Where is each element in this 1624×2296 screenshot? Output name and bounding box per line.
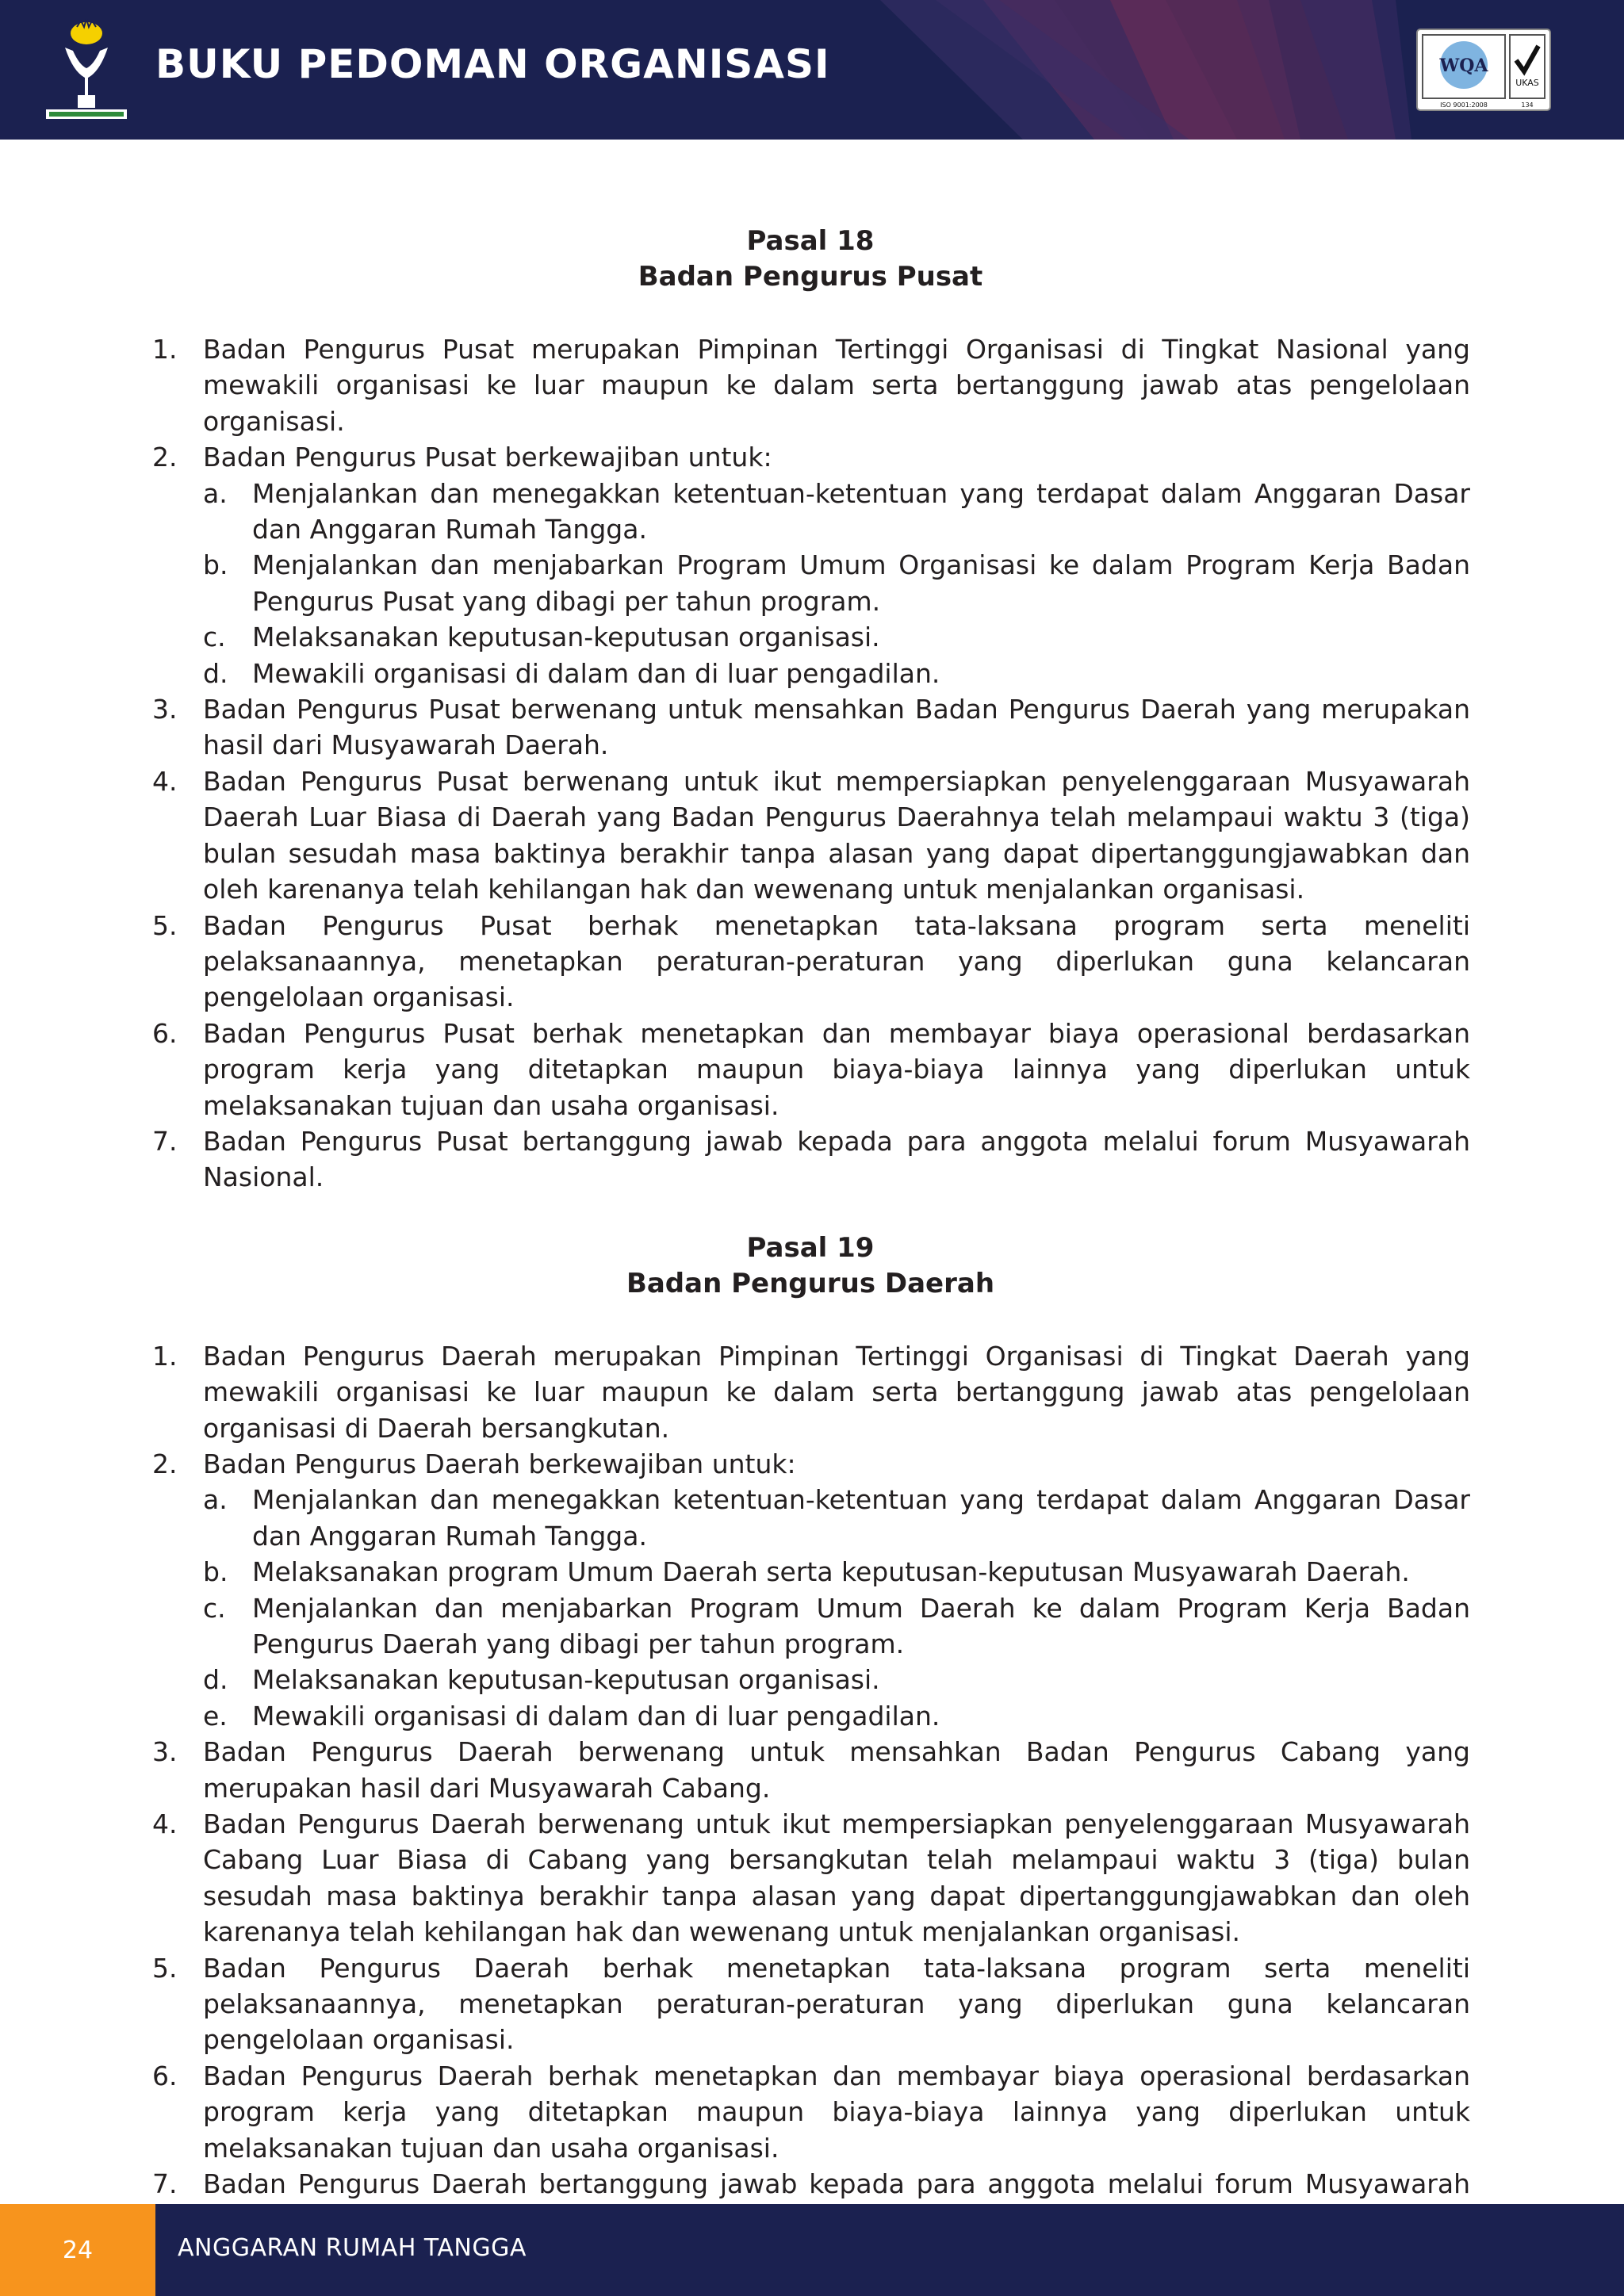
sub-list-item [203, 619, 1470, 655]
cert-code-text: 134 [1521, 101, 1534, 109]
list-item-text: Badan Pengurus Pusat merupakan Pimpinan Tertinggi Organisasi di Tingkat Nasional yang mewakili organisasi ke luar maupun ke dalam serta bertanggung jawab atas pengelolaan organisasi. [203, 334, 1470, 437]
pasal-19-title: Pasal 19 [746, 1231, 875, 1264]
list-item-text: Badan Pengurus Pusat berkewajiban untuk: [203, 442, 772, 473]
sub-list [203, 1482, 1470, 1734]
list-item [151, 1016, 1470, 1123]
list-item [151, 331, 1470, 439]
list-item [151, 1123, 1470, 1196]
list-item-number: 5. [152, 1952, 178, 1984]
pasal-19-subtitle: Badan Pengurus Daerah [626, 1267, 995, 1299]
list-item-number: 7. [152, 2168, 178, 2200]
sub-list-item [203, 1554, 1470, 1590]
page-header [0, 0, 1624, 140]
list-item [151, 1734, 1470, 1806]
sub-list-item-text: Menjalankan dan menjabarkan Program Umum Daerah ke dalam Program Kerja Badan Pengurus Daerah yang dibagi per tahun program. [252, 1592, 1470, 1659]
cert-wqa-text: WQA [1439, 55, 1488, 76]
sub-list-item-letter: b. [203, 1556, 228, 1588]
list-item-text: Badan Pengurus Pusat berwenang untuk mensahkan Badan Pengurus Daerah yang merupakan hasil dari Musyawarah Daerah. [203, 694, 1470, 761]
wqa-ukas-certification-icon [1416, 29, 1551, 111]
list-item-text: Badan Pengurus Pusat bertanggung jawab kepada para anggota melalui forum Musyawarah Nasional. [203, 1125, 1470, 1193]
list-item-number: 6. [152, 1017, 178, 1049]
sub-list-item [203, 656, 1470, 691]
sub-list-item-letter: b. [203, 549, 228, 581]
sub-list-item-text: Menjalankan dan menegakkan ketentuan-ketentuan yang terdapat dalam Anggaran Dasar dan Anggaran Rumah Tangga. [252, 1484, 1470, 1552]
list-item [151, 908, 1470, 1016]
cert-ukas-text: UKAS [1515, 78, 1539, 88]
list-item-number: 6. [152, 2060, 178, 2091]
list-item-number: 1. [152, 1340, 178, 1372]
sub-list-item-letter: a. [203, 1484, 228, 1516]
sub-list-item [203, 1698, 1470, 1734]
list-item-text: Badan Pengurus Daerah berkewajiban untuk: [203, 1448, 796, 1479]
list-item-text: Badan Pengurus Pusat berhak menetapkan dan membayar biaya operasional berdasarkan program kerja yang ditetapkan maupun biaya-biaya lainnya yang diperlukan untuk melaksanakan tujuan dan usaha organisasi. [203, 1017, 1470, 1121]
list-item [151, 763, 1470, 908]
list-item-number: 4. [152, 765, 178, 797]
header-title: BUKU PEDOMAN ORGANISASI [155, 41, 830, 87]
sub-list-item [203, 476, 1470, 548]
sub-list-item-letter: c. [203, 1592, 226, 1624]
list-item [151, 2058, 1470, 2166]
torch-hands-logo-icon [41, 16, 132, 122]
list-item-number: 2. [152, 442, 178, 473]
sub-list-item [203, 1590, 1470, 1663]
pasal-18-title: Pasal 18 [746, 225, 875, 257]
footer-section-title: ANGGARAN RUMAH TANGGA [178, 2234, 527, 2262]
pasal-19-section [151, 1230, 1470, 2238]
list-item-number: 2. [152, 1448, 178, 1479]
sub-list-item [203, 1662, 1470, 1697]
list-item-number: 5. [152, 909, 178, 941]
pasal-18-section [151, 224, 1470, 1196]
list-item [151, 1806, 1470, 1950]
list-item-text: Badan Pengurus Daerah berwenang untuk mensahkan Badan Pengurus Cabang yang merupakan hasil dari Musyawarah Cabang. [203, 1736, 1470, 1804]
list-item-number: 4. [152, 1808, 178, 1840]
sub-list-item-text: Melaksanakan program Umum Daerah serta keputusan-keputusan Musyawarah Daerah. [252, 1556, 1410, 1588]
list-item-text: Badan Pengurus Daerah berhak menetapkan dan membayar biaya operasional berdasarkan program kerja yang ditetapkan maupun biaya-biaya lainnya yang diperlukan untuk melaksanakan tujuan dan usaha organisasi. [203, 2060, 1470, 2164]
sub-list-item-text: Menjalankan dan menjabarkan Program Umum Organisasi ke dalam Program Kerja Badan Pengurus Pusat yang dibagi per tahun program. [252, 549, 1470, 617]
sub-list-item-text: Menjalankan dan menegakkan ketentuan-ketentuan yang terdapat dalam Anggaran Dasar dan Anggaran Rumah Tangga. [252, 477, 1470, 545]
sub-list-item [203, 1482, 1470, 1554]
list-item-text: Badan Pengurus Daerah bertanggung jawab kepada para anggota melalui forum Musyawarah [203, 2168, 1470, 2200]
sub-list-item-letter: e. [203, 1700, 228, 1732]
list-item-text: Badan Pengurus Daerah berwenang untuk ikut mempersiapkan penyelenggaraan Musyawarah Cabang Luar Biasa di Cabang yang bersangkutan telah melampaui waktu 3 (tiga) bulan sesudah masa baktinya berakhir tanpa alasan yang dapat dipertanggungjawabkan dan oleh karenanya telah kehilangan hak dan wewenang untuk menjalankan organisasi. [203, 1808, 1470, 1948]
sub-list-item-letter: c. [203, 622, 226, 653]
sub-list [203, 476, 1470, 691]
sub-list-item-text: Mewakili organisasi di dalam dan di luar pengadilan. [252, 1700, 940, 1732]
page-footer [0, 2204, 1624, 2296]
list-item [151, 1446, 1470, 1734]
sub-list-item-text: Mewakili organisasi di dalam dan di luar pengadilan. [252, 657, 940, 689]
list-item-text: Badan Pengurus Daerah merupakan Pimpinan Tertinggi Organisasi di Tingkat Daerah yang mewakili organisasi ke luar maupun ke dalam serta bertanggung jawab atas pengelolaan organisasi di Daerah bersangkutan. [203, 1340, 1470, 1444]
list-item-number: 1. [152, 334, 178, 365]
page-number: 24 [0, 2204, 155, 2296]
list-item-number: 3. [152, 1736, 178, 1768]
sub-list-item-letter: d. [203, 1664, 228, 1696]
list-item [151, 1950, 1470, 2058]
list-item [151, 1338, 1470, 1446]
list-item [151, 439, 1470, 691]
list-item-number: 3. [152, 694, 178, 725]
sub-list-item-letter: a. [203, 477, 228, 509]
cert-iso-text: ISO 9001:2008 [1440, 101, 1488, 109]
sub-list-item-text: Melaksanakan keputusan-keputusan organisasi. [252, 622, 880, 653]
pasal-19-list [151, 1338, 1470, 2238]
sub-list-item [203, 547, 1470, 619]
sub-list-item-text: Melaksanakan keputusan-keputusan organisasi. [252, 1664, 880, 1696]
list-item [151, 691, 1470, 763]
list-item-text: Badan Pengurus Pusat berwenang untuk ikut mempersiapkan penyelenggaraan Musyawarah Daerah Luar Biasa di Daerah yang Badan Pengurus Daerahnya telah melampaui waktu 3 (tiga) bulan sesudah masa baktinya berakhir tanpa alasan yang dapat dipertanggungjawabkan dan oleh karenanya telah kehilangan hak dan wewenang untuk menjalankan organisasi. [203, 765, 1470, 905]
sub-list-item-letter: d. [203, 657, 228, 689]
list-item-text: Badan Pengurus Pusat berhak menetapkan tata-laksana program serta meneliti pelaksanaannya, menetapkan peraturan-peraturan yang diperlukan guna kelancaran pengelolaan organisasi. [203, 909, 1470, 1013]
document-body [151, 224, 1470, 2238]
list-item-text: Badan Pengurus Daerah berhak menetapkan tata-laksana program serta meneliti pelaksanaannya, menetapkan peraturan-peraturan yang diperlukan guna kelancaran pengelolaan organisasi. [203, 1952, 1470, 2056]
pasal-18-subtitle: Badan Pengurus Pusat [638, 261, 983, 293]
list-item-number: 7. [152, 1125, 178, 1157]
pasal-18-list [151, 331, 1470, 1196]
